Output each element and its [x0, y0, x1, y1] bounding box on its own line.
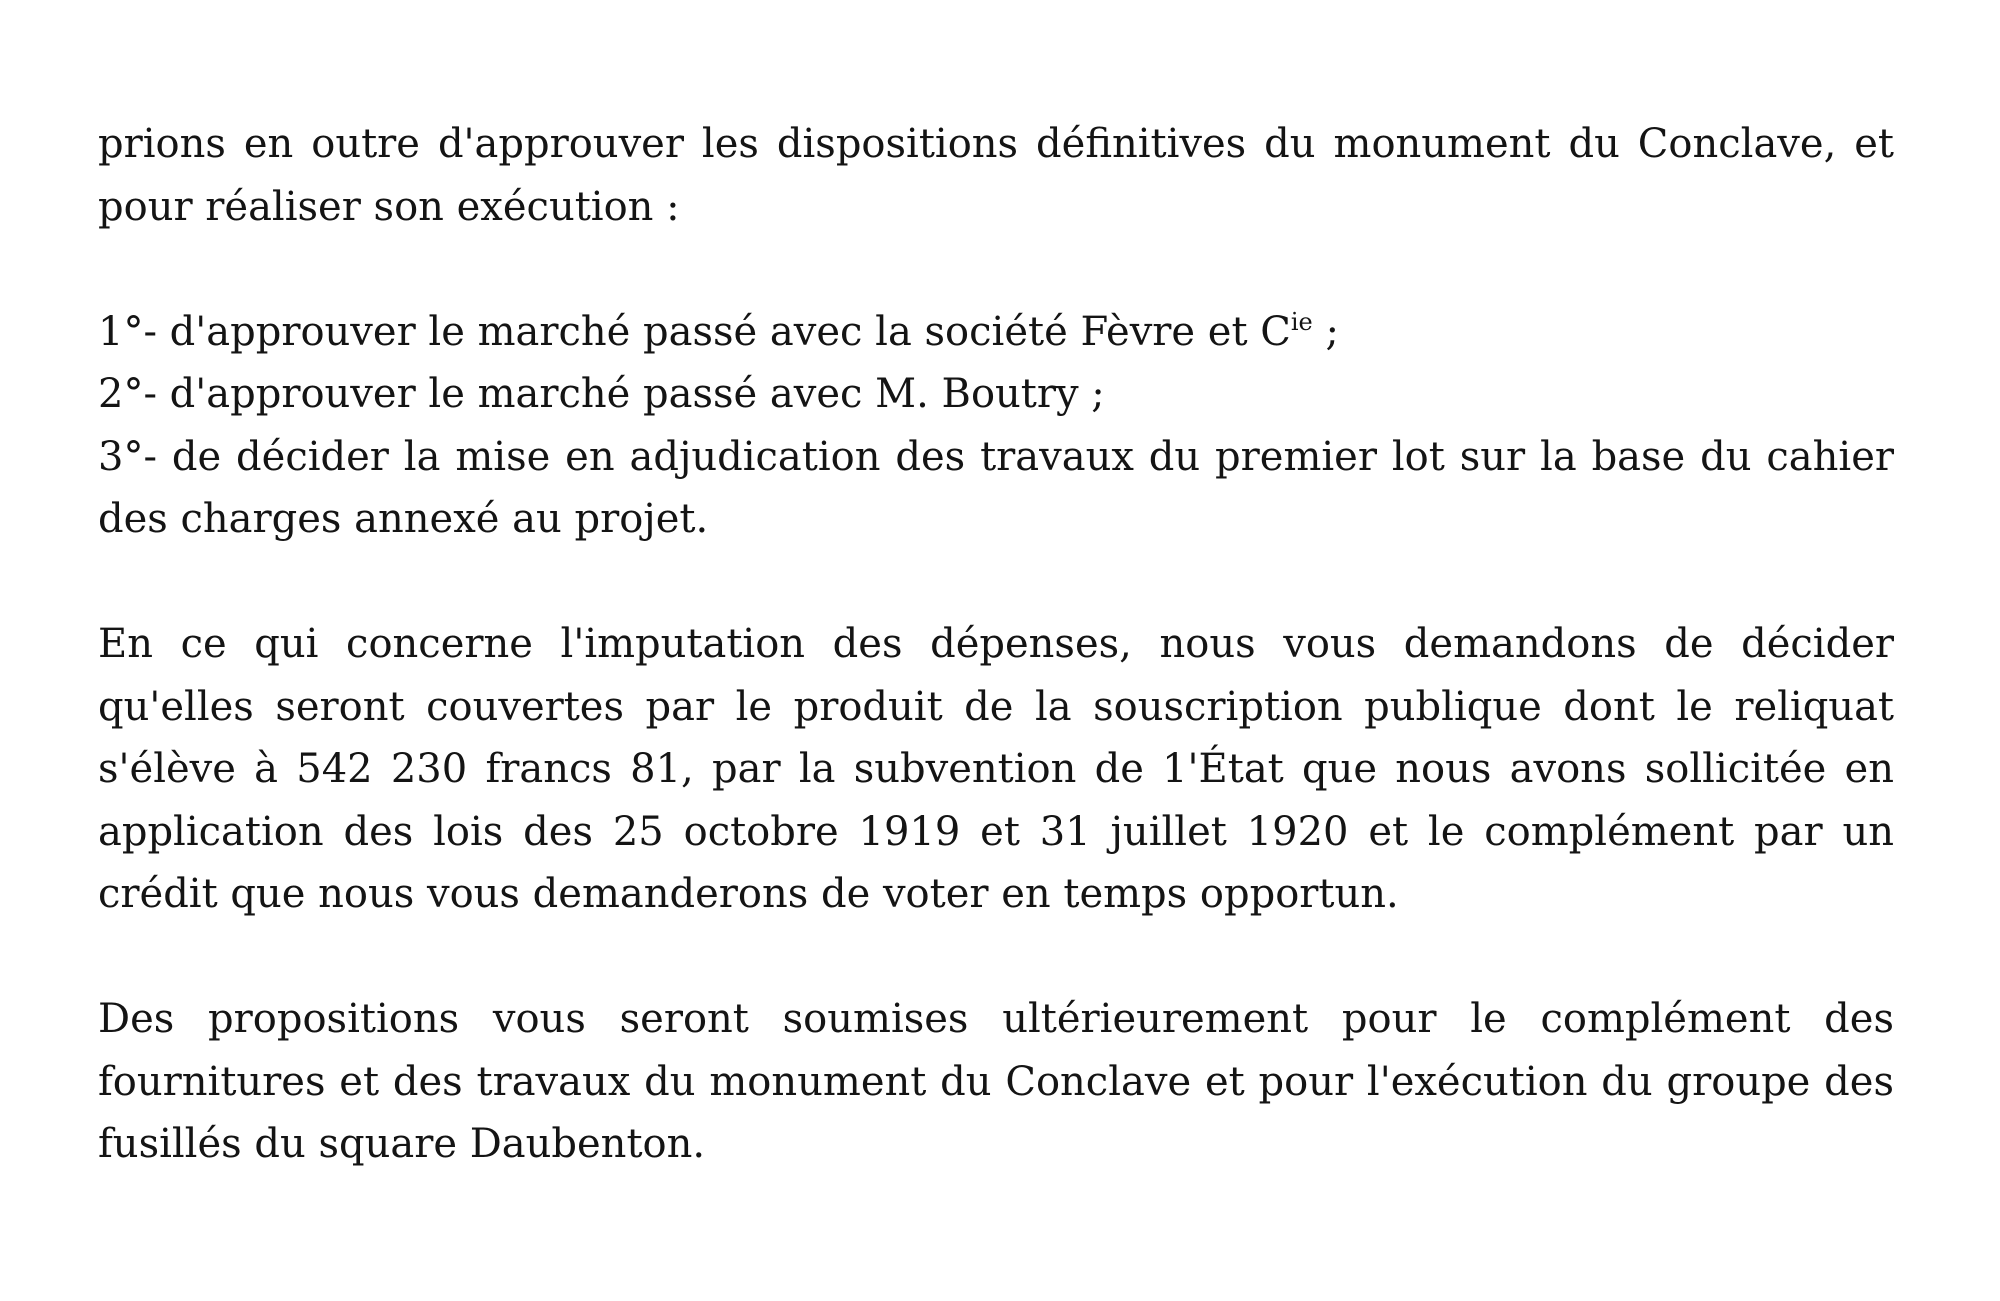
- numbered-list: [98, 301, 1894, 551]
- list-item: 2°- d'approuver le marché passé avec M. Boutry ;: [98, 371, 1105, 417]
- list-item: [98, 301, 1894, 364]
- list-item: 3°- de décider la mise en adjudication des travaux du premier lot sur la base du cahier des charges annexé au projet.: [98, 433, 1894, 542]
- list-item-text: 1°- d'approuver le marché passé avec la société Fèvre et C: [98, 308, 1291, 355]
- expenses-paragraph: En ce qui concerne l'imputation des dépenses, nous vous demandons de décider qu'elles seront couvertes par le produit de la souscription publique dont le reliquat s'élève à 542 230 francs 81, par la subvention de 1'État que nous avons sollicitée en application des lois des 25 octobre 1919 et 31 juillet 1920 et le complément par un crédit que nous vous demanderons de voter en temps opportun.: [98, 621, 1894, 917]
- closing-paragraph: Des propositions vous seront soumises ultérieurement pour le complément des fournitures et des travaux du monument du Conclave et pour l'exécution du groupe des fusillés du square Daubenton.: [98, 996, 1894, 1167]
- intro-paragraph: prions en outre d'approuver les dispositions définitives du monument du Conclave, et pour réaliser son exécution :: [98, 121, 1894, 230]
- document-page: [98, 113, 1894, 1176]
- list-item-suffix: ;: [1312, 308, 1339, 355]
- list-item-superscript: ie: [1290, 307, 1313, 336]
